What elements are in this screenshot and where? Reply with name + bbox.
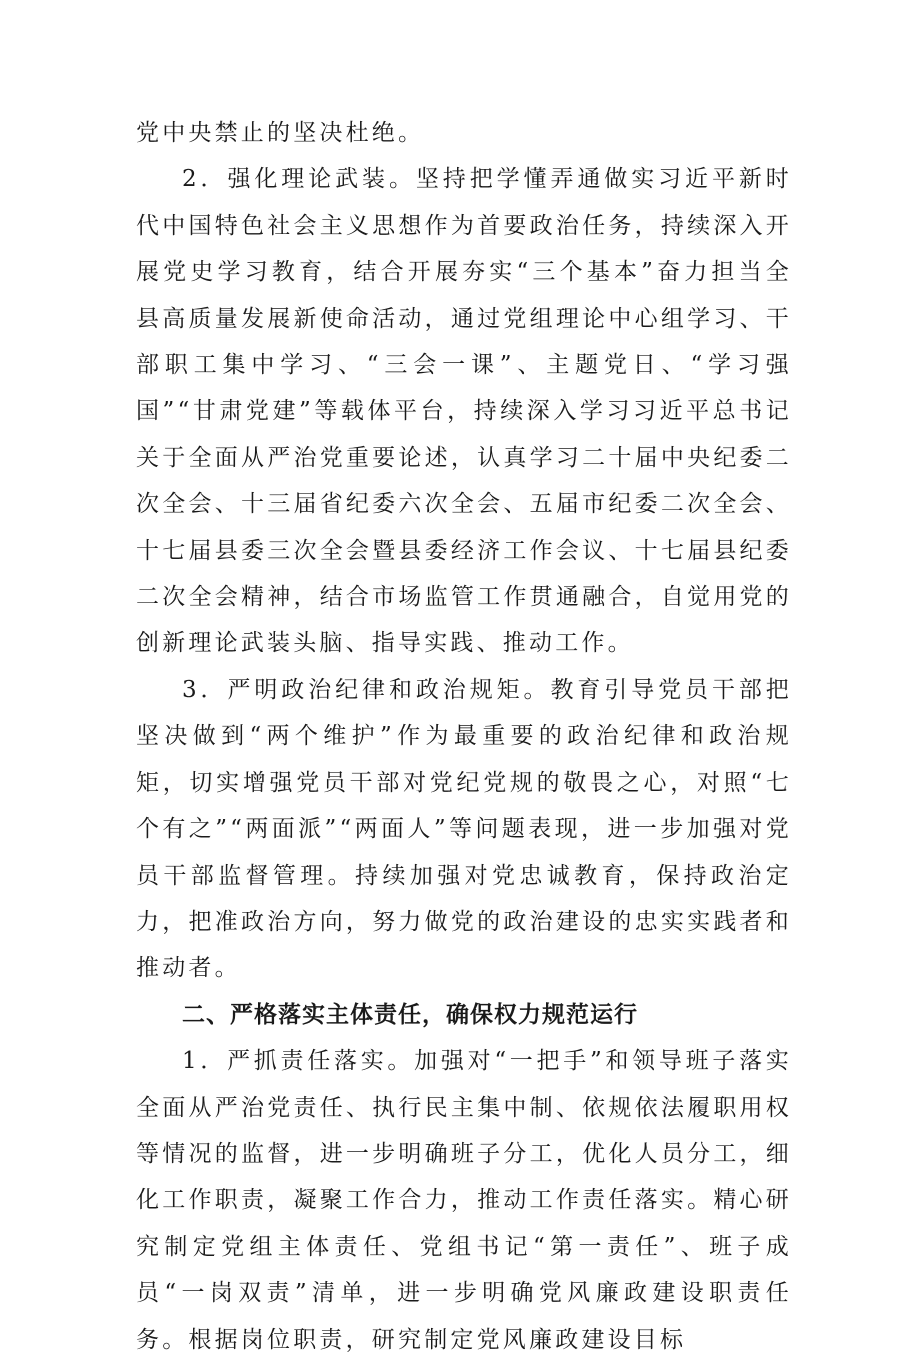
paragraph-political-discipline: 3．严明政治纪律和政治规矩。教育引导党员干部把坚决做到“两个维护”作为最重要的政治纪律和政治规矩，切实增强党员干部对党纪党规的敬畏之心，对照“七个有之”“两面派”“两面人”等问题表现，进一步加强对党员干部监督管理。持续加强对党忠诚教育，保持政治定力，把准政治方向，努力做党的政治建设的忠实实践者和推动者。: [136, 676, 792, 982]
section-heading: 二、严格落实主体责任，确保权力规范运行: [182, 1001, 638, 1028]
paragraph-continuation: 党中央禁止的坚决杜绝。: [136, 120, 425, 146]
paragraph-theory-study: 2．强化理论武装。坚持把学懂弄通做实习近平新时代中国特色社会主义思想作为首要政治任务，持续深入开展党史学习教育，结合开展夯实“三个基本”奋力担当全县高质量发展新使命活动，通过党组理论中心组学习、干部职工集中学习、“三会一课”、主题党日、“学习强国”“甘肃党建”等载体平台，持续深入学习习近平总书记关于全面从严治党重要论述，认真学习二十届中央纪委二次全会、十三届省纪委六次全会、五届市纪委二次全会、十七届县委三次全会暨县委经济工作会议、十七届县纪委二次全会精神，结合市场监管工作贯通融合，自觉用党的创新理论武装头脑、指导实践、推动工作。: [136, 166, 792, 657]
paragraph-responsibility: 1．严抓责任落实。加强对“一把手”和领导班子落实全面从严治党责任、执行民主集中制、依规依法履职用权等情况的监督，进一步明确班子分工，优化人员分工，细化工作职责，凝聚工作合力，推动工作责任落实。精心研究制定党组主体责任、党组书记“第一责任”、班子成员“一岗双责”清单，进一步明确党风廉政建设职责任务。根据岗位职责，研究制定党风廉政建设目标: [136, 1048, 792, 1353]
document-body: [136, 110, 792, 1363]
